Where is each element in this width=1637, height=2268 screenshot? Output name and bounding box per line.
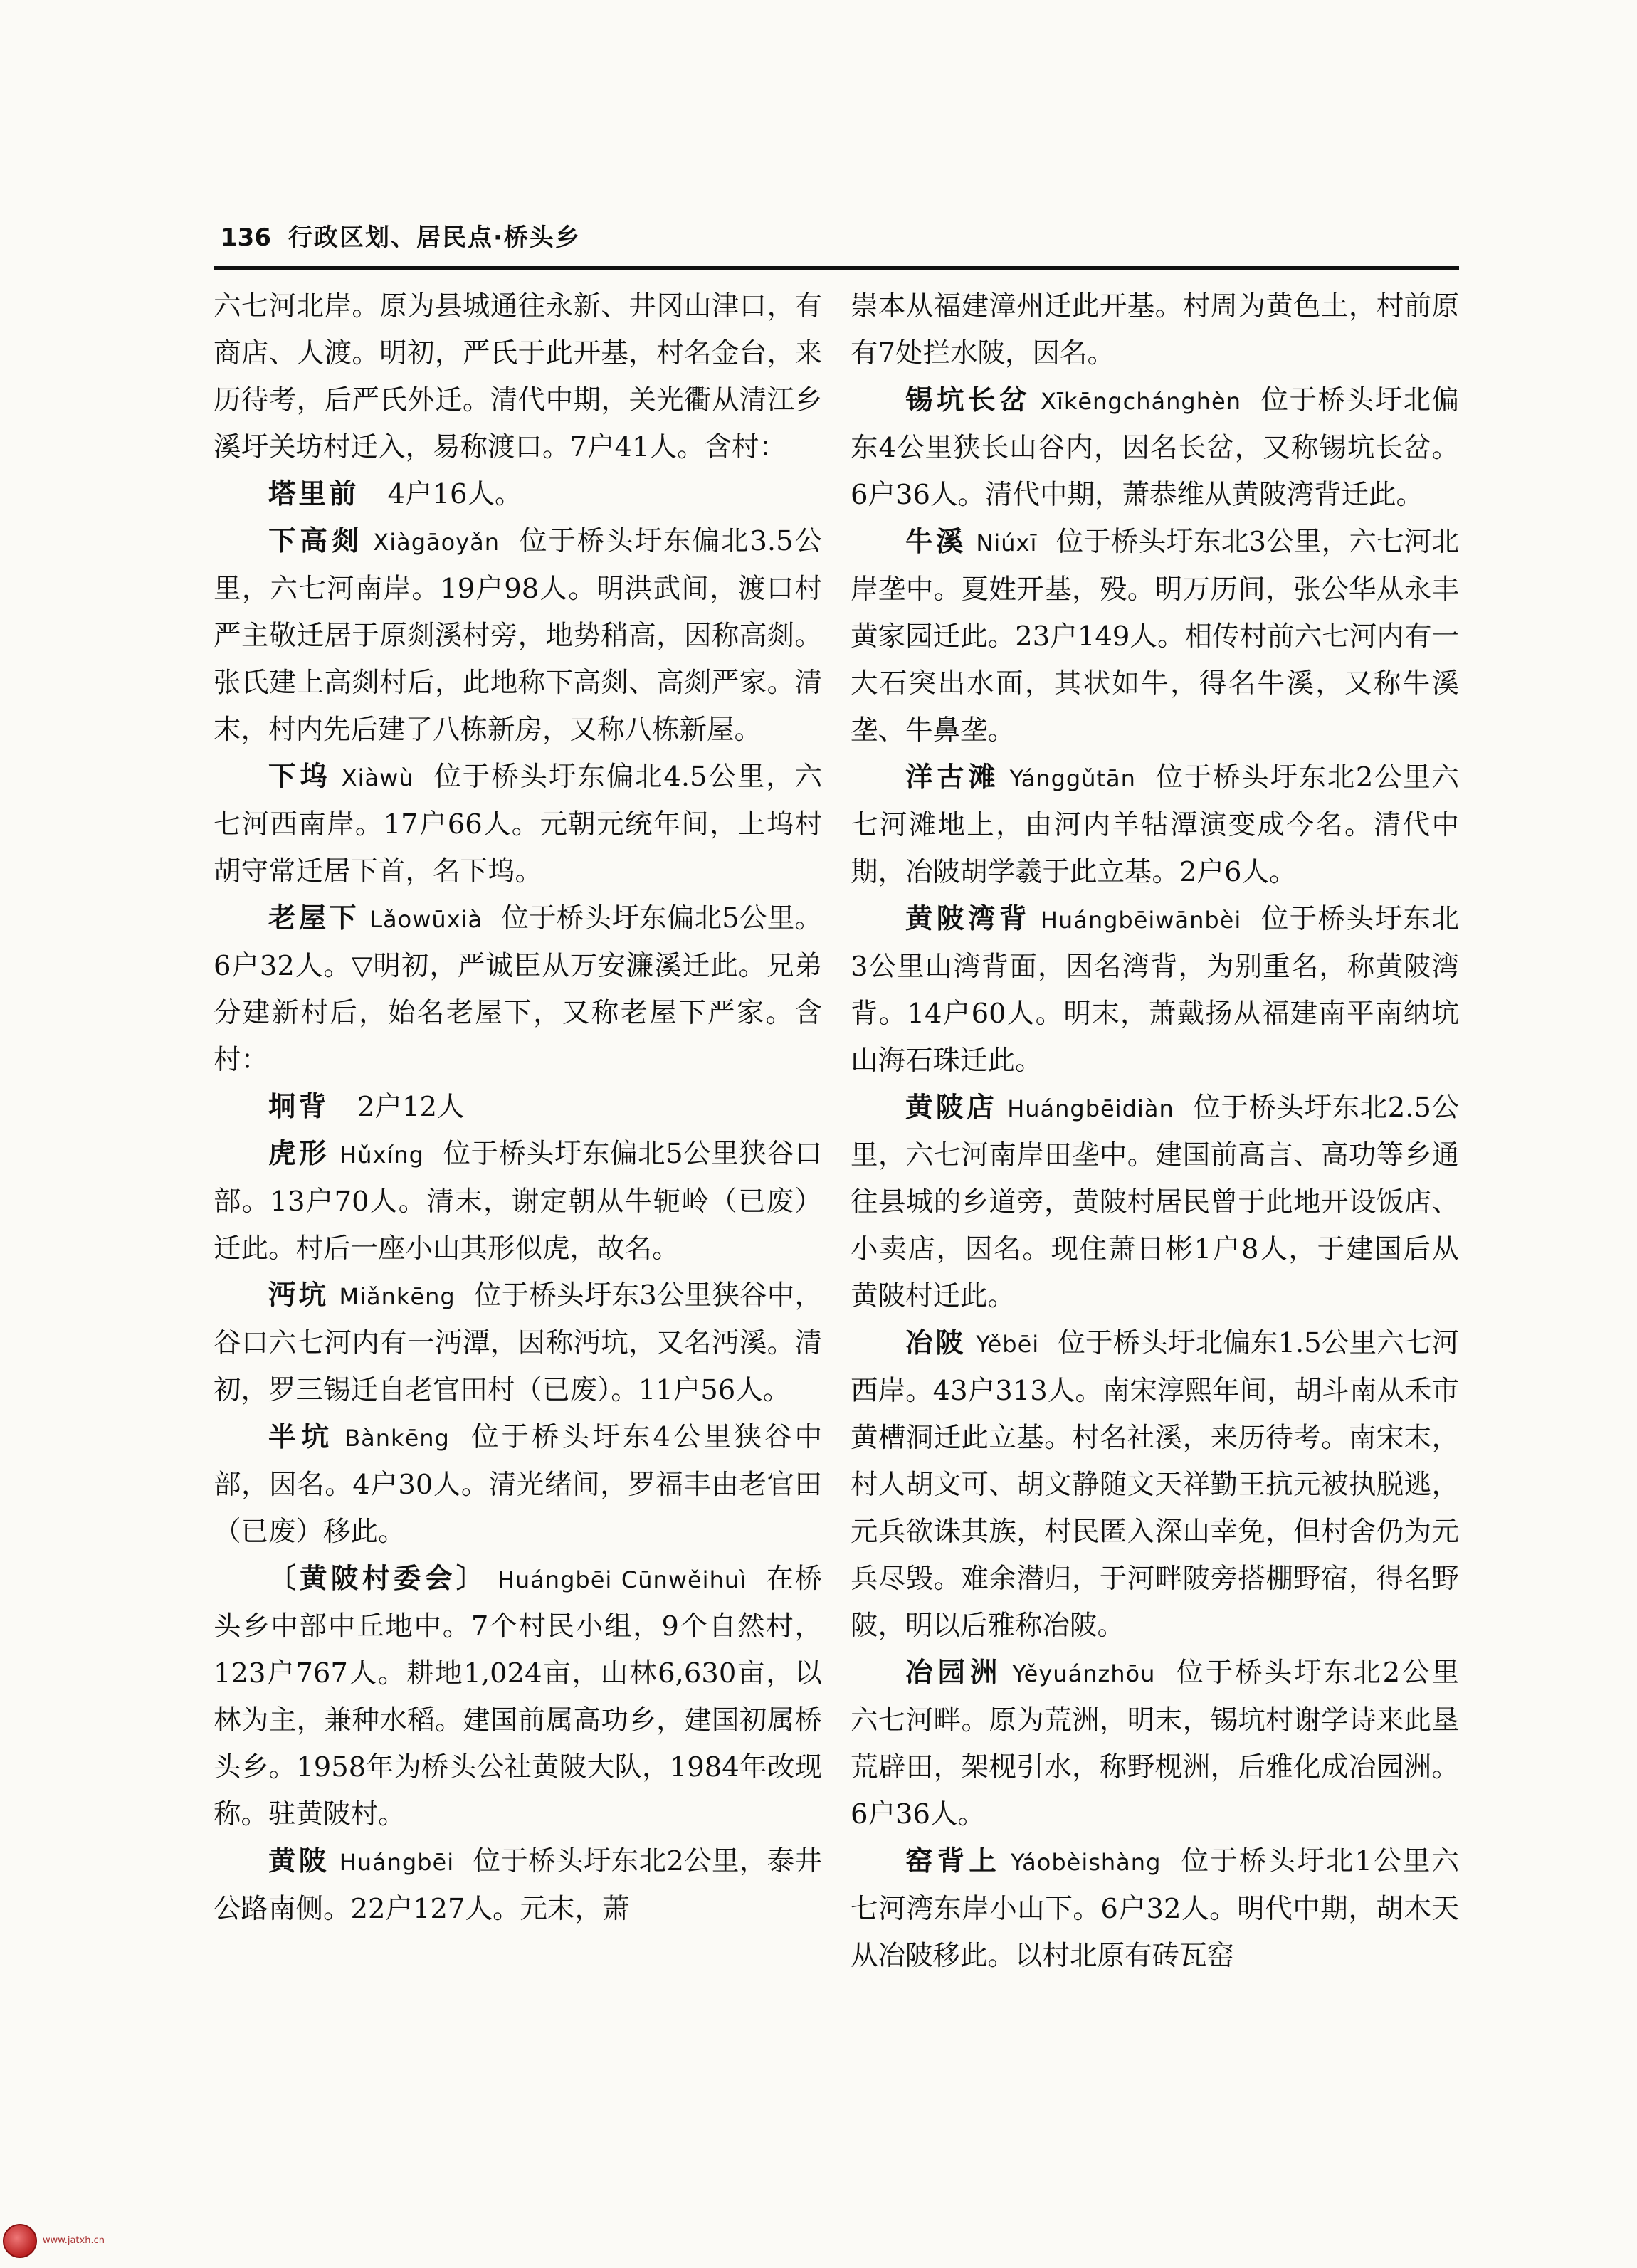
entry-niu-xi [851, 519, 1459, 754]
entry-pinyin: Huángbēiwānbèi [1040, 907, 1242, 934]
entry-name: 虎形 [268, 1138, 330, 1170]
entry-pinyin: Yánggǔtān [1009, 765, 1136, 792]
entry-tali-qian [214, 471, 822, 518]
watermark-url: www.jatxh.cn [43, 2235, 105, 2246]
entry-pinyin: Hǔxíng [339, 1141, 424, 1169]
entry-xikeng-changhen [851, 377, 1459, 519]
entry-pinyin: Xiàwù [341, 764, 414, 791]
seal-icon [3, 2224, 37, 2258]
entry-text: 位于桥头圩北偏东1.5公里六七河西岸。43户313人。南宋淳熙年间，胡斗南从禾市黄槽洞迁此立基。村名社溪，来历待考。南宋末，村人胡文可、胡文静随文天祥勤王抗元被执脱逃，元兵欲诛其族，村民匿入深山幸免，但村舍仍为元兵尽毁。难余潜归，于河畔陂旁搭棚野宿，得名野陂，明以后雅称冶陂。 [851, 1327, 1459, 1642]
page-number: 136 [221, 223, 271, 252]
entry-pinyin: Bànkēng [344, 1425, 450, 1452]
entry-yanggu-tan [851, 754, 1459, 896]
entry-text: 位于桥头圩东偏北5公里。6户32人。▽明初，严诚臣从万安濂溪迁此。兄弟分建新村后，始名老屋下，又称老屋下严家。含村： [214, 902, 822, 1076]
entry-text: 在桥头乡中部中丘地中。7个村民小组，9个自然村，123户767人。耕地1,024亩，山林6,630亩，以林为主，兼种水稻。建国前属高功乡，建国初属桥头乡。1958年为桥头公社黄陂大队，1984年改现称。驻黄陂村。 [214, 1563, 822, 1830]
entry-name: 塔里前 [268, 478, 359, 510]
entry-name: 坰背 [268, 1091, 330, 1123]
entry-pinyin: Huángbēidiàn [1007, 1095, 1174, 1122]
entry-text: 位于桥头圩东北2公里，泰井公路南侧。22户127人。元末，萧 [214, 1845, 822, 1925]
entry-pinyin: Xīkēngchánghèn [1041, 388, 1241, 415]
entry-xia-wu [214, 754, 822, 895]
entry-text: 位于桥头圩北1公里六七河湾东岸小山下。6户32人。明代中期，胡木天从冶陂移此。以村北原有砖瓦窑 [851, 1845, 1459, 1972]
entry-text: 位于桥头圩东北2.5公里，六七河南岸田垄中。建国前高言、高功等乡通往县城的乡道旁，黄陂村居民曾于此地开设饭店、小卖店，因名。现住萧日彬1户8人，于建国后从黄陂村迁此。 [851, 1092, 1459, 1312]
entry-ye-bei [851, 1320, 1459, 1650]
entry-count: 2户12人 [357, 1091, 465, 1123]
entry-name: 锡坑长岔 [905, 384, 1031, 416]
entry-count: 4户16人。 [387, 478, 522, 510]
right-column [851, 283, 1459, 1980]
entry-name: 黄陂湾背 [905, 903, 1031, 935]
entry-text: 位于桥头圩东北3公里山湾背面，因名湾背，为别重名，称黄陂湾背。14户60人。明末，萧戴扬从福建南平南纳坑山海石珠迁此。 [851, 903, 1459, 1077]
left-column [214, 283, 822, 1933]
entry-xia-gaoyan [214, 518, 822, 754]
entry-text: 位于桥头圩东偏北4.5公里，六七河西南岸。17户66人。元朝元统年间，上坞村胡守常迁居下首，名下坞。 [214, 761, 822, 887]
entry-jiong-bei [214, 1084, 822, 1131]
entry-name: 洋古滩 [905, 761, 1000, 793]
entry-name: 〔黄陂村委会〕 [268, 1563, 488, 1595]
entry-pinyin: Yěyuánzhōu [1012, 1660, 1156, 1687]
entry-text: 位于桥头圩东偏北5公里狭谷口部。13户70人。清末，谢定朝从牛轭岭（已废）迁此。村后一座小山其形似虎，故名。 [214, 1138, 822, 1265]
entry-name: 下坞 [268, 761, 332, 793]
entry-name: 冶陂 [905, 1327, 967, 1359]
entry-pinyin: Yáobèishàng [1011, 1849, 1162, 1876]
entry-name: 下高剡 [268, 525, 364, 557]
entry-name: 老屋下 [268, 902, 360, 934]
entry-name: 牛溪 [905, 526, 967, 558]
entry-text: 位于桥头圩东北2公里六七河畔。原为荒洲，明末，锡坑村谢学诗来此垦荒辟田，架枧引水，称野枧洲，后雅化成冶园洲。6户36人。 [851, 1657, 1459, 1830]
header-rule [214, 266, 1459, 270]
entry-name: 冶园洲 [905, 1657, 1003, 1689]
entry-text: 位于桥头圩东偏北3.5公里，六七河南岸。19户98人。明洪武间，渡口村严主敬迁居于原剡溪村旁，地势稍高，因称高剡。张氏建上高剡村后，此地称下高剡、高剡严家。清末，村内先后建了八栋新房，又称八栋新屋。 [214, 525, 822, 746]
entry-name: 半坑 [268, 1421, 335, 1453]
entry-name: 黄陂店 [905, 1092, 998, 1124]
entry-pinyin: Xiàgāoyǎn [373, 529, 500, 556]
entry-text: 位于桥头圩东4公里狭谷中部，因名。4户30人。清光绪间，罗福丰由老官田（已废）移此。 [214, 1421, 822, 1548]
entry-yeyuan-zhou [851, 1650, 1459, 1838]
page-header [221, 218, 1459, 260]
entry-pinyin: Huángbēi Cūnwěihuì [497, 1566, 747, 1593]
entry-name: 沔坑 [268, 1280, 330, 1312]
entry-text: 位于桥头圩东北2公里六七河滩地上，由河内羊牯潭演变成今名。清代中期，冶陂胡学羲于此立基。2户6人。 [851, 761, 1459, 888]
running-head: 行政区划、居民点·桥头乡 [288, 223, 581, 252]
entry-pinyin: Huángbēi [339, 1849, 455, 1876]
entry-pinyin: Yěbēi [976, 1331, 1040, 1358]
entry-pinyin: Lǎowūxià [369, 906, 483, 933]
entry-pinyin: Niúxī [976, 529, 1038, 557]
entry-huangbei-wanbei [851, 896, 1459, 1085]
entry-pinyin: Miǎnkēng [339, 1283, 456, 1310]
paragraph: 六七河北岸。原为县城通往永新、井冈山津口，有商店、人渡。明初，严氏于此开基，村名金台，来历待考，后严氏外迁。清代中期，关光衢从清江乡溪圩关坊村迁入，易称渡口。7户41人。含村： [214, 290, 822, 463]
entry-text: 位于桥头圩东北3公里，六七河北岸垄中。夏姓开基，殁。明万历间，张公华从永丰黄家园迁此。23户149人。相传村前六七河内有一大石突出水面，其状如牛，得名牛溪，又称牛溪垄、牛鼻垄。 [851, 526, 1459, 747]
entry-huangbei-village-committee [214, 1556, 822, 1838]
site-watermark-logo [3, 2219, 167, 2263]
entry-yaobei-shang [851, 1838, 1459, 1980]
entry-laowu-xia [214, 895, 822, 1084]
entry-text: 位于桥头圩东3公里狭谷中，谷口六七河内有一沔潭，因称沔坑，又名沔溪。清初，罗三锡迁自老官田村（已废）。11户56人。 [214, 1280, 822, 1406]
paragraph: 崇本从福建漳州迁此开基。村周为黄色土，村前原有7处拦水陂，因名。 [851, 290, 1459, 369]
entry-ban-keng [214, 1414, 822, 1556]
entry-name: 黄陂 [268, 1845, 330, 1877]
entry-hu-xing [214, 1131, 822, 1272]
entry-text: 位于桥头圩北偏东4公里狭长山谷内，因名长岔，又称锡坑长岔。6户36人。清代中期，萧恭维从黄陂湾背迁此。 [851, 384, 1459, 511]
entry-huangbei-dian [851, 1085, 1459, 1320]
entry-name: 窑背上 [905, 1845, 1001, 1877]
entry-mian-keng [214, 1272, 822, 1414]
entry-huang-bei [214, 1838, 822, 1933]
